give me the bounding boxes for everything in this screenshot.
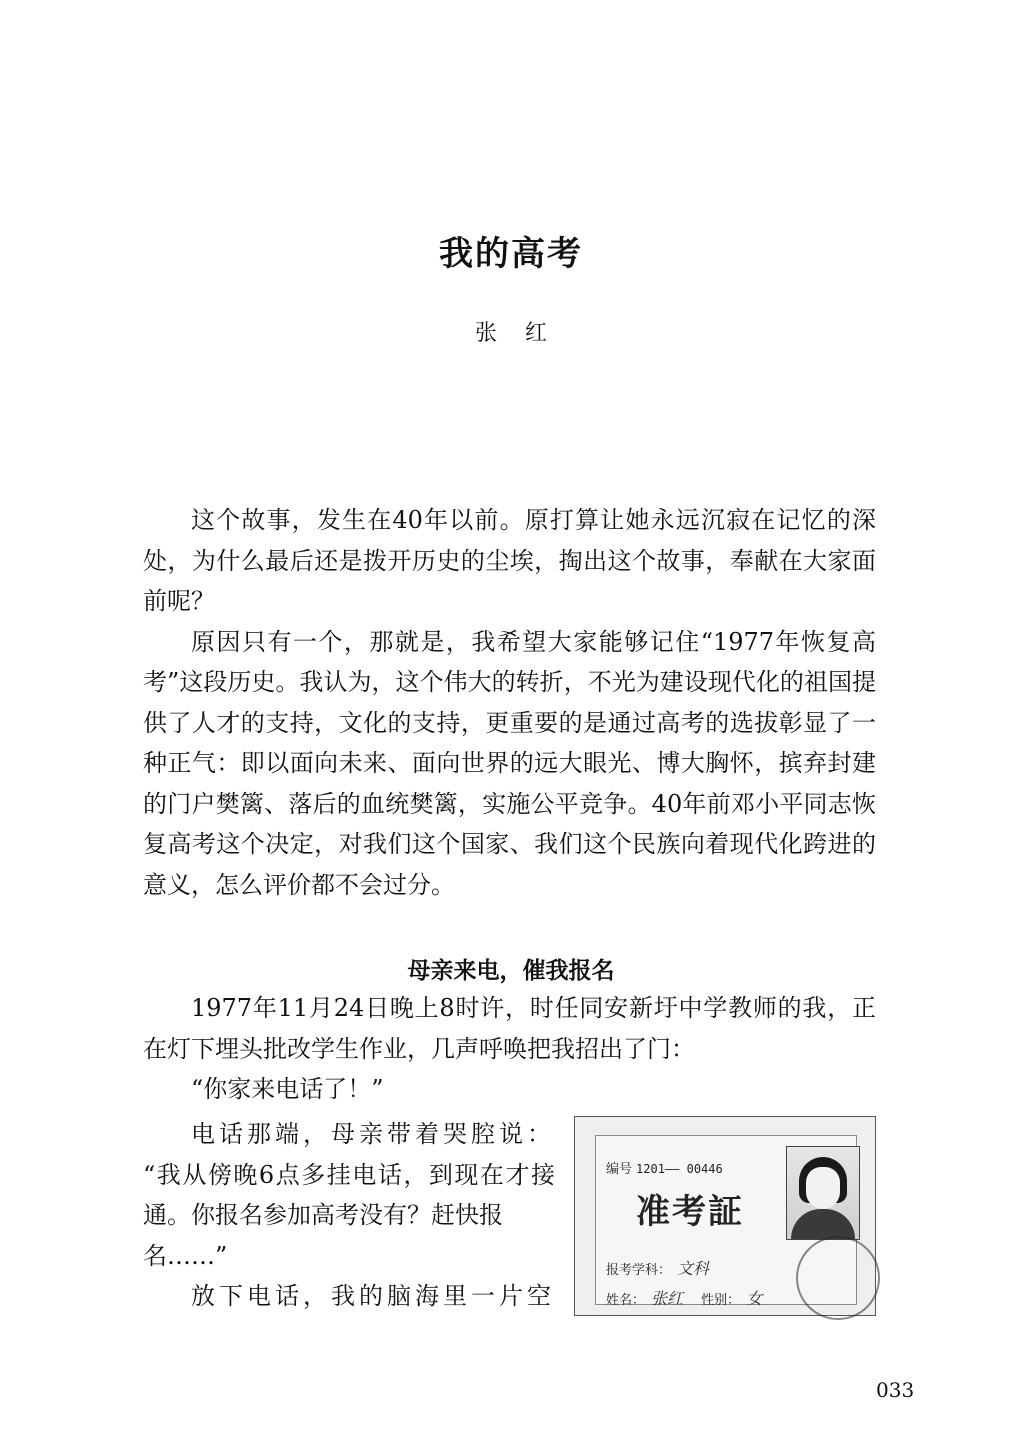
paragraph: “你家来电话了！”: [191, 1075, 384, 1103]
subject-value: 文科: [677, 1259, 710, 1278]
paragraph: 原因只有一个，那就是，我希望大家能够记住“1977年恢复高考”这段历史。我认为，这个伟大的转折，不光为建设现代化的祖国提供了人才的支持，文化的支持，更重要的是通过高考的选拔彰显了一种正气：即以面向未来、面向世界的远大眼光、博大胸怀，摈弃封建的门户樊篱、落后的血统樊篱，实施公平竞争。40年前邓小平同志恢复高考这个决定，对我们这个国家、我们这个民族向着现代化跨进的意义，怎么评价都不会过分。: [143, 627, 876, 899]
paragraph: 放下电话，我的脑海里一片空: [191, 1282, 555, 1310]
portrait-body: [791, 1209, 855, 1240]
ticket-number-label: 编号: [606, 1162, 633, 1177]
paragraph: 1977年11月24日晚上8时许，时任同安新圩中学教师的我，正在灯下埋头批改学生作业，几声呼唤把我招出了门：: [143, 994, 876, 1063]
subject-label: 报考学科：: [606, 1263, 672, 1278]
ticket-title: 准考証: [636, 1192, 744, 1232]
ticket-number-value: 1201—— 00446: [636, 1162, 723, 1176]
wrapped-text: [143, 1114, 555, 1317]
name-label: 姓名：: [606, 1293, 646, 1308]
admission-ticket: [595, 1135, 857, 1308]
official-stamp: [796, 1236, 880, 1320]
gender-value: 女: [746, 1289, 763, 1308]
section-text: [143, 988, 876, 1110]
author-name: 张红: [474, 321, 575, 346]
gender-label: 性别：: [701, 1293, 741, 1308]
ticket-name-row: [606, 1286, 762, 1309]
admission-ticket-photo: [574, 1116, 876, 1316]
ticket-number: [606, 1158, 723, 1177]
name-value: 张红: [651, 1289, 684, 1308]
intro-text: [143, 500, 876, 905]
paragraph: 电话那端，母亲带着哭腔说：: [191, 1120, 555, 1148]
ticket-subject: [606, 1256, 709, 1279]
portrait-face: [806, 1167, 840, 1209]
page-number: 033: [876, 1378, 915, 1402]
article-title: 我的高考: [439, 234, 583, 274]
paragraph: 这个故事，发生在40年以前。原打算让她永远沉寂在记忆的深处，为什么最后还是拨开历史的尘埃，掏出这个故事，奉献在大家面前呢？: [143, 506, 876, 615]
paragraph: 名……”: [143, 1241, 228, 1270]
portrait-photo: [786, 1146, 860, 1240]
section-heading: 母亲来电，催我报名: [407, 958, 615, 984]
paragraph: “我从傍晚6点多挂电话，到现在才接通。你报名参加高考没有？赶快报: [143, 1160, 555, 1229]
